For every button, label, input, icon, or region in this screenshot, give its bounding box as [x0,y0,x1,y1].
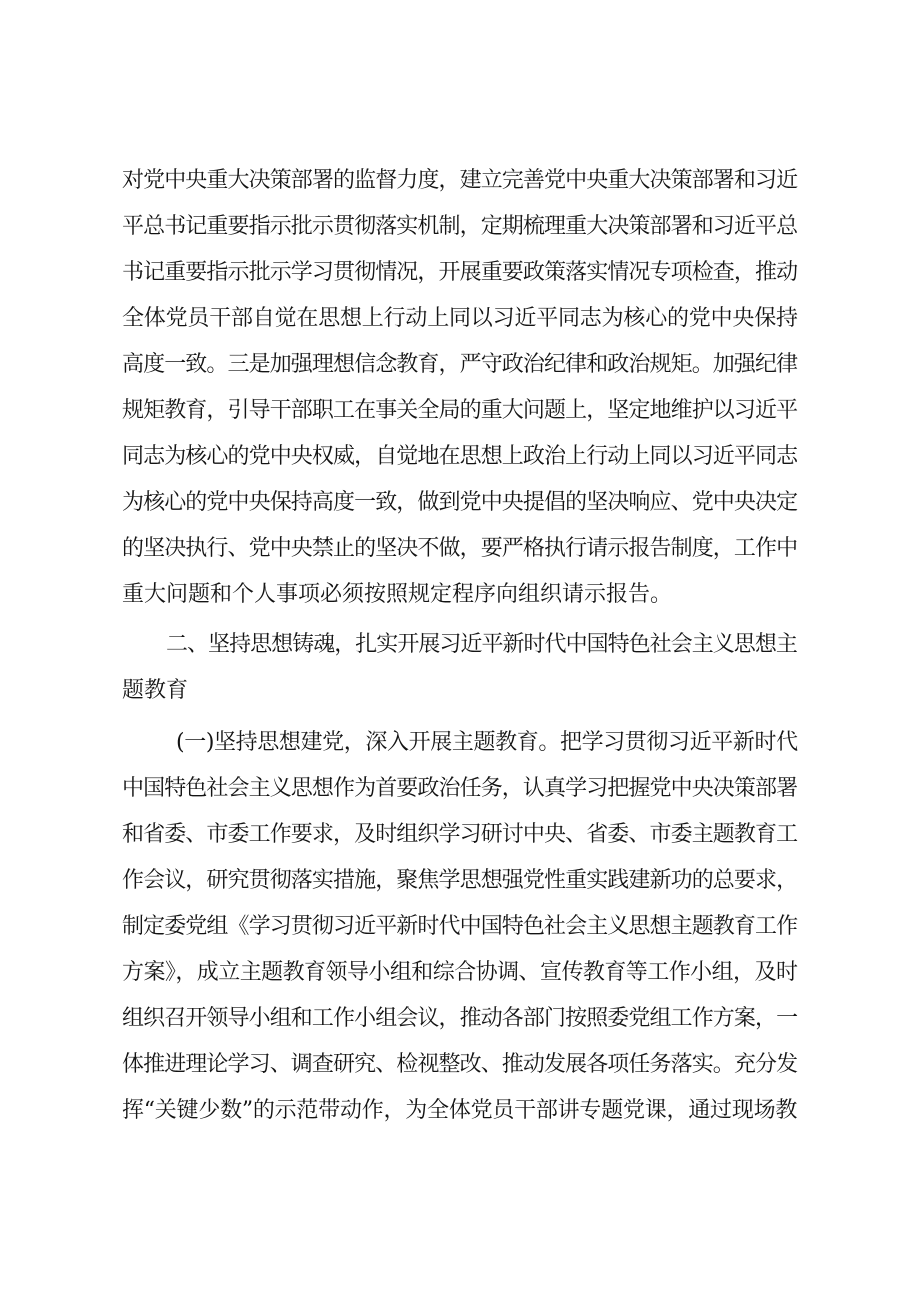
text-line: 的坚决执行、党中央禁止的坚决不做，要严格执行请示报告制度，工作中 [122,536,798,561]
text-line: 重大问题和个人事项必须按照规定程序向组织请示报告。 [122,582,673,607]
text-line: 方案》，成立主题教育领导小组和综合协调、宣传教育等工作小组，及时 [122,960,798,985]
text-line: 制定委党组《学习贯彻习近平新时代中国特色社会主义思想主题教育工作 [122,914,798,939]
text-line: 为核心的党中央保持高度一致，做到党中央提倡的坚决响应、党中央决定 [122,490,798,515]
text-line: 中国特色社会主义思想作为首要政治任务，认真学习把握党中央决策部署 [122,776,798,801]
text-line: (一)坚持思想建党，深入开展主题教育。把学习贯彻习近平新时代 [176,730,798,755]
text-line: 挥“关键少数”的示范带动作，为全体党员干部讲专题党课，通过现场教 [122,1098,798,1123]
text-line: 组织召开领导小组和工作小组会议，推动各部门按照委党组工作方案，一 [122,1006,798,1031]
text-line: 书记重要指示批示学习贯彻情况，开展重要政策落实情况专项检查，推动 [122,260,798,285]
text-line: 题教育 [122,678,189,703]
text-line: 对党中央重大决策部署的监督力度，建立完善党中央重大决策部署和习近 [122,168,798,193]
text-line: 和省委、市委工作要求，及时组织学习研讨中央、省委、市委主题教育工 [122,822,798,847]
text-line: 高度一致。三是加强理想信念教育，严守政治纪律和政治规矩。加强纪律 [122,352,798,377]
text-line: 全体党员干部自觉在思想上行动上同以习近平同志为核心的党中央保持 [122,306,798,331]
text-line: 二、坚持思想铸魂，扎实开展习近平新时代中国特色社会主义思想主 [166,632,797,657]
text-line: 体推进理论学习、调查研究、检视整改、推动发展各项任务落实。充分发 [122,1052,798,1077]
text-line: 平总书记重要指示批示贯彻落实机制，定期梳理重大决策部署和习近平总 [122,214,798,239]
text-line: 同志为核心的党中央权威，自觉地在思想上政治上行动上同以习近平同志 [122,444,798,469]
text-line: 规矩教育，引导干部职工在事关全局的重大问题上，坚定地维护以习近平 [122,398,798,423]
text-line: 作会议，研究贯彻落实措施，聚焦学思想强党性重实践建新功的总要求， [122,868,798,893]
